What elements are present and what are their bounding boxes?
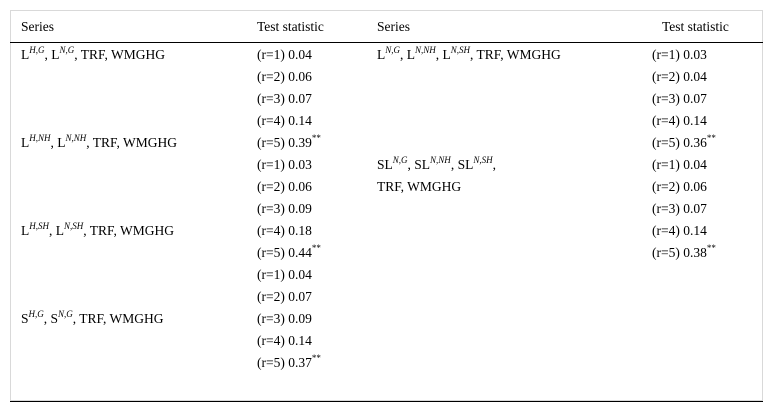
test-statistic-value: (r=3) 0.07 bbox=[652, 91, 707, 106]
series-label: $L^{H,SH}$, $L^{N,SH}$, TRF, WMGHG bbox=[21, 220, 174, 238]
test-statistic-value: (r=1) 0.03 bbox=[652, 47, 707, 62]
test-statistic-value: (r=2) 0.04 bbox=[652, 69, 707, 84]
header-test-statistic-left: Test statistic bbox=[257, 19, 324, 34]
test-statistic-value: (r=3) 0.07 bbox=[652, 201, 707, 216]
test-statistic-value: (r=3) 0.07 bbox=[257, 91, 312, 106]
table-panel bbox=[10, 10, 763, 401]
header-rule bbox=[10, 42, 763, 43]
series-label: $SL^{N,G}$, $SL^{N,NH}$, $SL^{N,SH}$, bbox=[377, 154, 496, 172]
test-statistic-value: (r=5) 0.44** bbox=[257, 242, 321, 260]
test-statistic-value: (r=3) 0.09 bbox=[257, 201, 312, 216]
series-label: $L^{H,G}$, $L^{N,G}$, TRF, WMGHG bbox=[21, 44, 165, 62]
test-statistic-value: (r=3) 0.09 bbox=[257, 311, 312, 326]
test-statistic-value: (r=2) 0.07 bbox=[257, 289, 312, 304]
series-label: $L^{N,G}$, $L^{N,NH}$, $L^{N,SH}$, TRF, WMGHG bbox=[377, 44, 561, 62]
test-statistic-value: (r=4) 0.14 bbox=[652, 223, 707, 238]
test-statistic-value: (r=5) 0.36** bbox=[652, 132, 716, 150]
test-statistic-value: (r=4) 0.14 bbox=[257, 113, 312, 128]
test-statistic-value: (r=5) 0.39** bbox=[257, 132, 321, 150]
header-series-right: Series bbox=[377, 19, 410, 34]
bottom-rule bbox=[10, 401, 763, 402]
header-series-left: Series bbox=[21, 19, 54, 34]
test-statistic-value: (r=1) 0.04 bbox=[257, 47, 312, 62]
series-label-continuation: TRF, WMGHG bbox=[377, 179, 462, 194]
series-label: $L^{H,NH}$, $L^{N,NH}$, TRF, WMGHG bbox=[21, 132, 177, 150]
test-statistic-value: (r=1) 0.04 bbox=[652, 157, 707, 172]
test-statistic-value: (r=5) 0.38** bbox=[652, 242, 716, 260]
test-statistic-value: (r=2) 0.06 bbox=[652, 179, 707, 194]
test-statistic-value: (r=4) 0.14 bbox=[652, 113, 707, 128]
test-statistic-value: (r=1) 0.04 bbox=[257, 267, 312, 282]
test-statistic-value: (r=5) 0.37** bbox=[257, 352, 321, 370]
test-statistic-value: (r=2) 0.06 bbox=[257, 69, 312, 84]
series-label: $S^{H,G}$, $S^{N,G}$, TRF, WMGHG bbox=[21, 308, 164, 326]
test-statistic-value: (r=2) 0.06 bbox=[257, 179, 312, 194]
test-statistic-value: (r=4) 0.14 bbox=[257, 333, 312, 348]
test-statistic-value: (r=4) 0.18 bbox=[257, 223, 312, 238]
test-statistic-value: (r=1) 0.03 bbox=[257, 157, 312, 172]
header-test-statistic-right: Test statistic bbox=[662, 19, 729, 34]
